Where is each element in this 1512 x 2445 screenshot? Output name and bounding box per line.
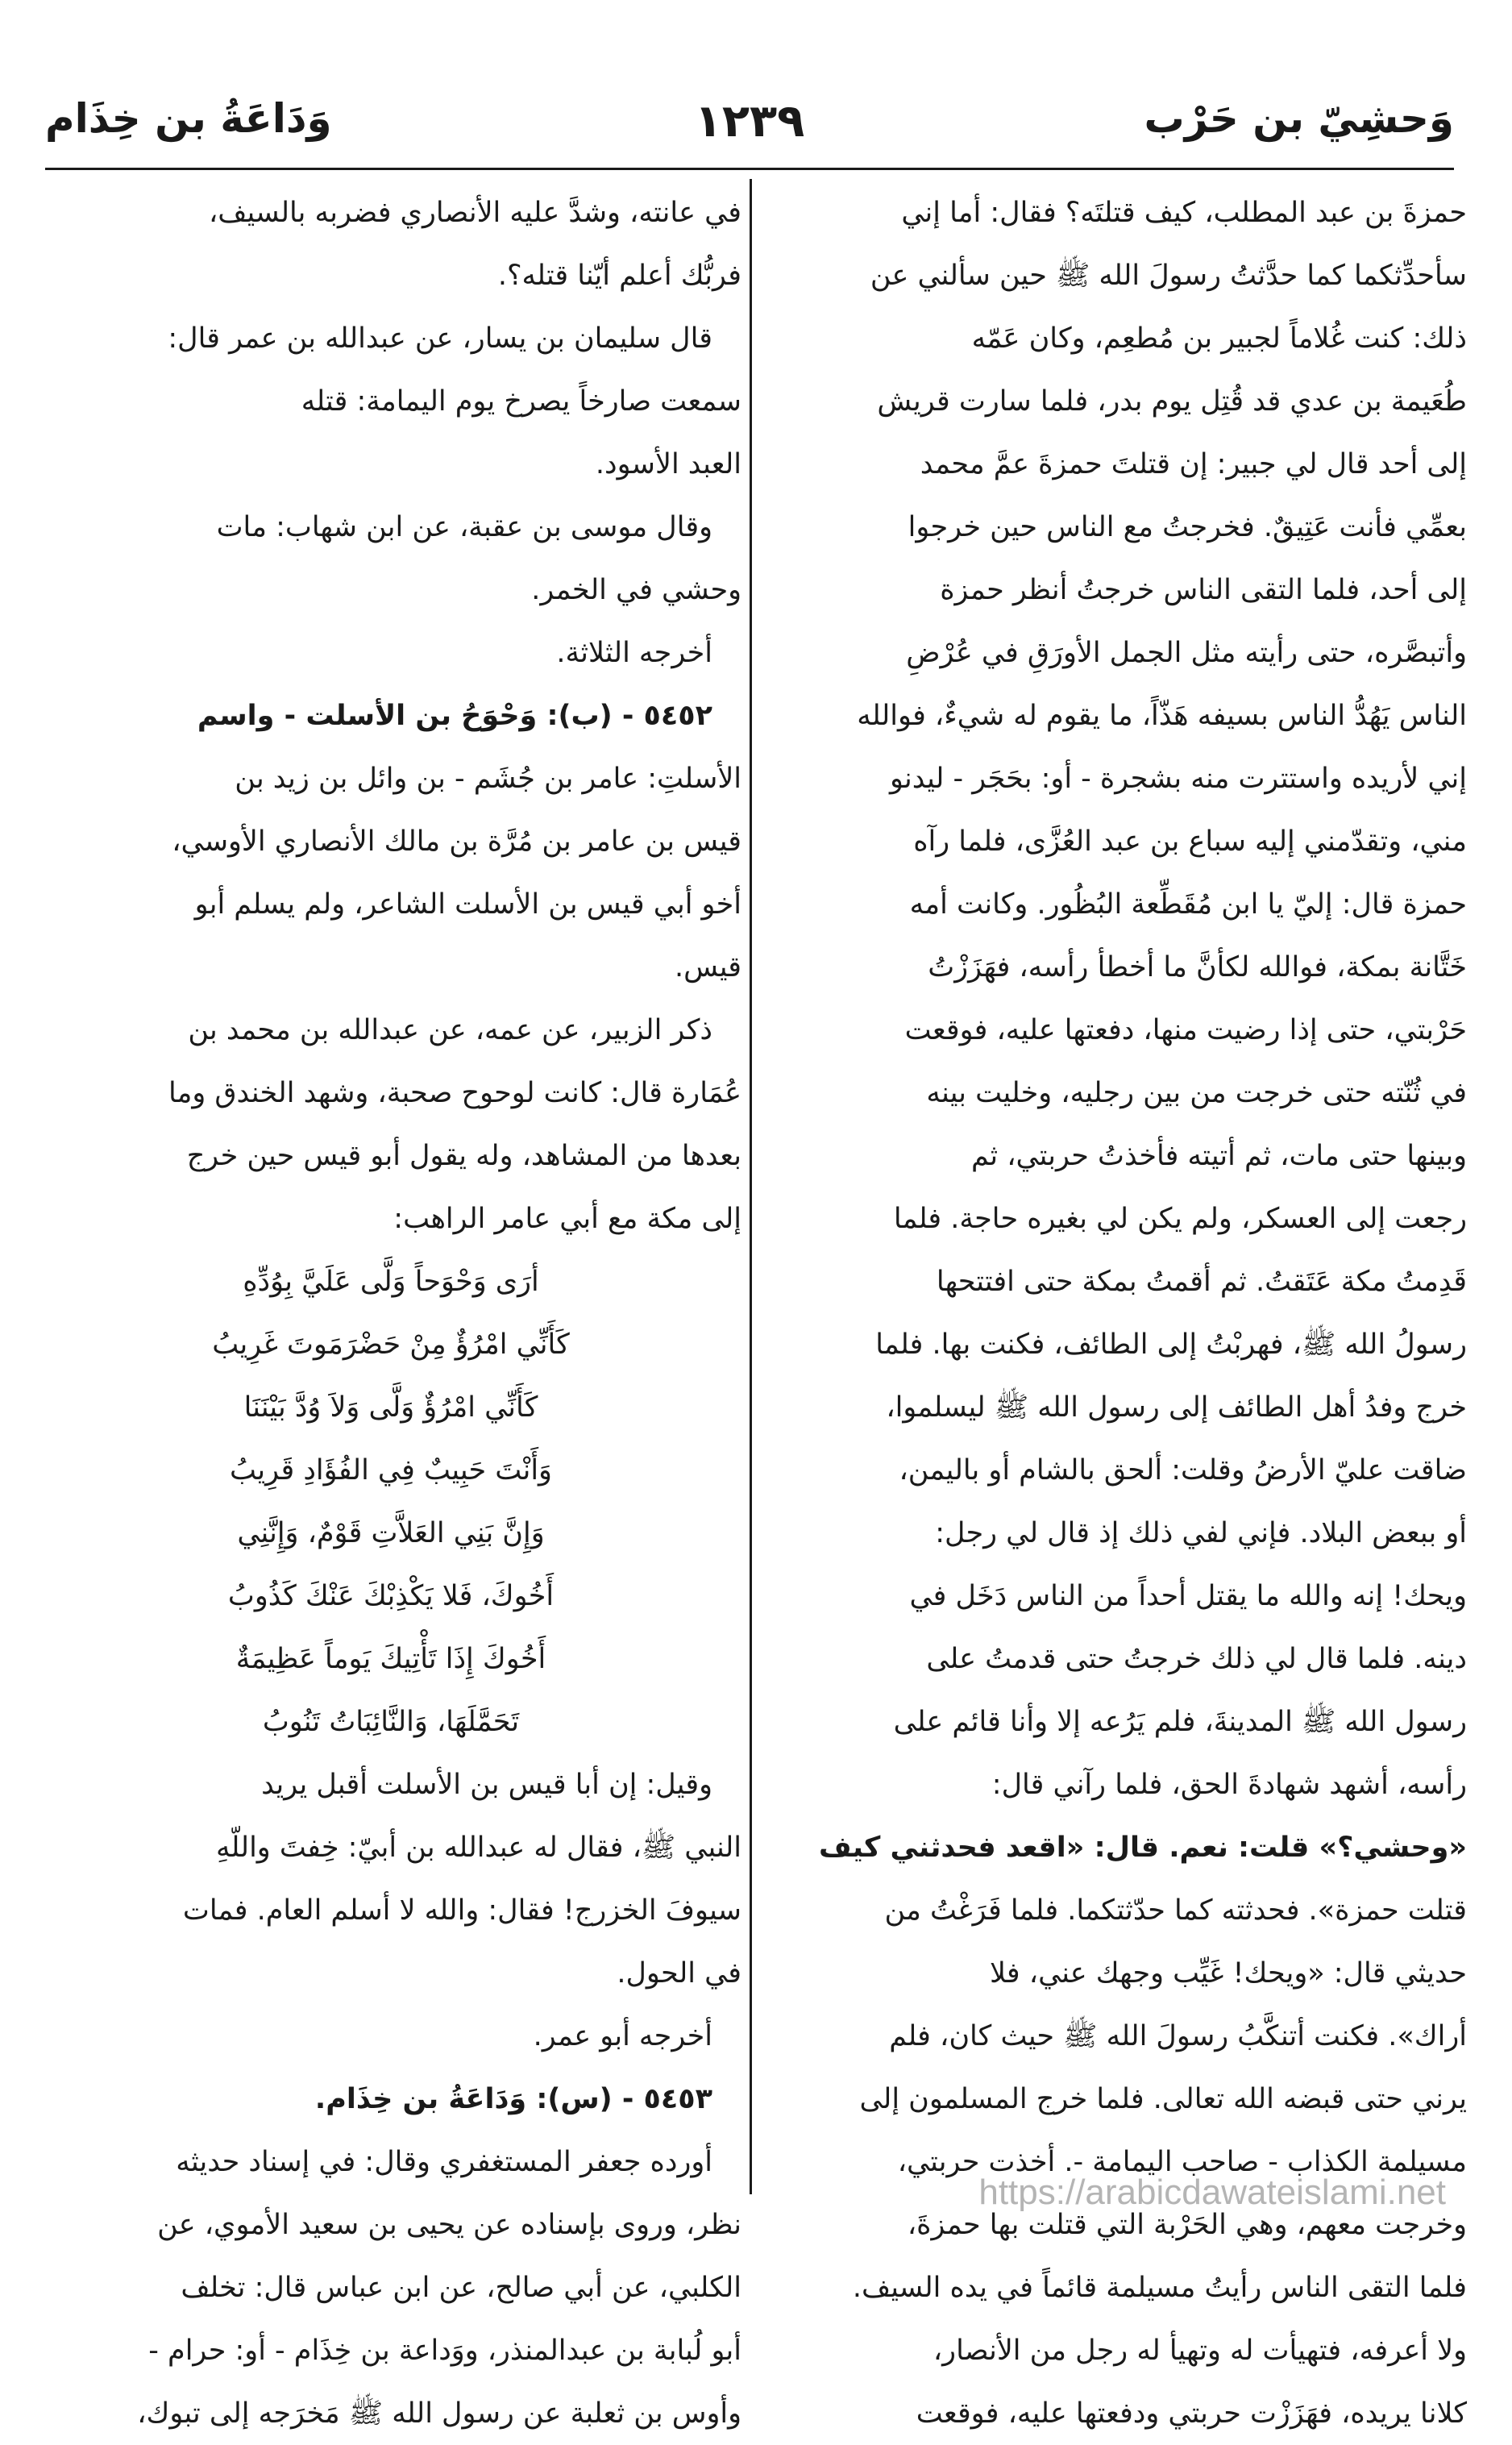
entry-heading: ٥٤٥٢ - (ب): وَحْوَحُ بن الأسلت - واسم [197,700,712,732]
text-line: إلى أحد قال لي جبير: إن قتلتَ حمزةَ عمَّ محمد [920,448,1467,480]
text-line: وأوس بن ثعلبة عن رسول الله ﷺ مَخرَجه إلى تبوك، [137,2397,741,2430]
poem-verse: وَأَنْتَ حَبِيبٌ فِي الفُؤَادِ قَرِيبُ [230,1454,552,1487]
header-rule [45,168,1454,170]
text-line: وحشي في الخمر. [531,574,741,606]
text-line: خرج وفدُ أهل الطائف إلى رسول الله ﷺ ليسلموا، [886,1391,1467,1424]
text-line: قيس. [674,951,741,983]
text-line: كلانا يريده، فهَزَزْت حربتي ودفعتها عليه، فوقعت [916,2397,1467,2430]
text-line: أو ببعض البلاد. فإني لفي ذلك إذ قال لي رجل: [935,1517,1467,1549]
text-line: وخرجت معهم، وهي الحَرْبة التي قتلت بها حمزةَ، [907,2209,1467,2241]
text-line: في عانته، وشدَّ عليه الأنصاري فضربه بالسيف، [209,197,741,229]
running-title-right: وَحشِيّ بن حَرْب [1144,95,1454,142]
text-line: فربُّك أعلم أيّنا قتله؟. [497,260,741,292]
poem-verse: كَأَنِّي امْرُؤٌ مِنْ حَضْرَمَوتَ غَرِيبُ [212,1329,570,1361]
text-line: حديثي قال: «ويحك! غَيِّب وجهك عني، فلا [990,1957,1467,1990]
right-column [766,181,1467,2430]
text-line: رأسه، أشهد شهادةَ الحق، فلما رآني قال: [991,1769,1467,1801]
text-line: قَدِمتُ مكة عَتَقتُ. ثم أقمتُ بمكة حتى افتتحها [936,1266,1467,1298]
text-line: سيوفَ الخزرج! فقال: والله لا أسلم العام. فمات [182,1894,741,1927]
text-line: الكلبي، عن أبي صالح، عن ابن عباس قال: تخلف [181,2272,741,2304]
text-line: سمعت صارخاً يصرخ يوم اليمامة: قتله [301,385,741,418]
watermark-url: https://arabicdawateislami.net [978,2173,1446,2212]
poem-verse: كَأَنِّي امْرُؤٌ وَلَّى وَلاَ وُدَّ بَيْنَنَا [243,1391,538,1424]
text-line: أخرجه أبو عمر. [533,2020,712,2052]
text-line: ويحك! إنه والله ما يقتل أحداً من الناس دَخَل في [909,1580,1467,1612]
poem-verse: أرَى وَحْوَحاً وَلَّى عَلَيَّ بِوُدِّهِ [243,1266,539,1298]
text-line: أخو أبي قيس بن الأسلت الشاعر، ولم يسلم أبو [194,888,741,921]
text-line: النبي ﷺ، فقال له عبدالله بن أبيّ: خِفتَ واللّهِ [216,1832,741,1864]
text-line: في الحول. [617,1957,741,1990]
poem-verse: أَخُوكَ إِذَا تَأْتِيكَ يَوماً عَظِيمَةٌ [235,1643,546,1675]
text-line: وأتبصَّره، حتى رأيته مثل الجمل الأورَقِ في عُرْضِ [906,637,1467,669]
text-line: رسولُ الله ﷺ، فهربْتُ إلى الطائف، فكنت بها. فلما [875,1329,1467,1361]
text-line: خَتَّانة بمكة، فوالله لكأنَّ ما أخطأ رأسه، فهَزَزْتُ [928,951,1467,983]
text-line: في ثُنّته حتى خرجت من بين رجليه، وخليت بينه [926,1077,1467,1109]
text-line: حَرْبتي، حتى إذا رضيت منها، دفعتها عليه، فوقعت [904,1014,1467,1046]
text-line: نظر، وروى بإسناده عن يحيى بن سعيد الأموي، عن [157,2209,741,2241]
text-line: إني لأريده واستترت منه بشجرة - أو: بحَجَر - ليدنو [889,763,1467,795]
text-line: «وحشي؟» قلت: نعم. قال: «اقعد فحدثني كيف [819,1832,1467,1864]
text-line: رسول الله ﷺ المدينةَ، فلم يَرُعه إلا وأنا قائم على [893,1706,1467,1738]
text-line: وقيل: إن أبا قيس بن الأسلت أقبل يريد [261,1769,712,1801]
text-line: وبينها حتى مات، ثم أتيته فأخذتُ حربتي، ثم [971,1140,1467,1172]
text-line: الناس يَهُدُّ الناس بسيفه هَذّاً، ما يقوم له شيءٌ، فوالله [857,700,1467,732]
text-line: قتلت حمزة». فحدثته كما حدّثتكما. فلما فَرَغْتُ من [884,1894,1467,1927]
text-line: إلى أحد، فلما التقى الناس خرجتُ أنظر حمزة [940,574,1467,606]
running-title-left: وَدَاعَةُ بن خِذَام [45,95,332,142]
text-line: بعمِّي فأنت عَتِيقٌ. فخرجتُ مع الناس حين خرجوا [908,511,1467,543]
text-line: ذلك: كنت غُلاماً لجبير بن مُطعِم، وكان عَمّه [971,322,1467,355]
poem-verse: أَخُوكَ، فَلا يَكْذِبْكَ عَنْكَ كَذُوبُ [227,1580,555,1612]
text-line: حمزةَ بن عبد المطلب، كيف قتلتَه؟ فقال: أما إني [901,197,1467,229]
text-line: فلما التقى الناس رأيتُ مسيلمة قائماً في يده السيف. [852,2272,1467,2304]
page-number: ١٢٣٩ [694,95,805,148]
text-line: رجعت إلى العسكر، ولم يكن لي بغيره حاجة. فلما [893,1203,1467,1235]
text-line: بعدها من المشاهد، وله يقول أبو قيس حين خرج [186,1140,741,1172]
text-line: العبد الأسود. [595,448,741,480]
text-line: مسيلمة الكذاب - صاحب اليمامة -. أخذت حربتي، [897,2146,1467,2178]
left-column [40,181,741,2430]
text-line: الأسلتِ: عامر بن جُشَم - بن وائل بن زيد بن [235,763,741,795]
poem-verse: تَحَمَّلَهَا، وَالنَّائِبَاتُ تَنُوبُ [262,1706,520,1738]
page-header [45,95,1454,168]
text-line: دينه. فلما قال لي ذلك خرجتُ حتى قدمتُ على [926,1643,1467,1675]
text-line: قيس بن عامر بن مُرَّة بن مالك الأنصاري الأوسي، [172,825,741,858]
text-line: أورده جعفر المستغفري وقال: في إسناد حديثه [176,2146,712,2178]
text-line: حمزة قال: إليّ يا ابن مُقَطِّعة البُظُور. وكانت أمه [909,888,1467,921]
text-line: طُعَيمة بن عدي قد قُتِل يوم بدر، فلما سارت قريش [877,385,1467,418]
text-line: سأحدِّثكما كما حدَّثتُ رسولَ الله ﷺ حين سألني عن [870,260,1467,292]
poem-verse: وَإِنَّ بَنِي العَلاَّتِ قَوْمٌ، وَإِنَّنِي [237,1517,545,1549]
text-line: عُمَارة قال: كانت لوحوح صحبة، وشهد الخندق وما [168,1077,741,1109]
text-line: ضاقت عليّ الأرضُ وقلت: ألحق بالشام أو باليمن، [899,1454,1467,1487]
text-line: يرني حتى قبضه الله تعالى. فلما خرج المسلمون إلى [859,2083,1467,2115]
text-line: ولا أعرفه، فتهيأت له وتهيأ له رجل من الأنصار، [933,2335,1467,2367]
text-line: ذكر الزبير، عن عمه، عن عبدالله بن محمد بن [188,1014,712,1046]
text-line: قال سليمان بن يسار، عن عبدالله بن عمر قال: [168,322,712,355]
column-divider [750,179,752,2194]
text-line: إلى مكة مع أبي عامر الراهب: [393,1203,741,1235]
text-line: وقال موسى بن عقبة، عن ابن شهاب: مات [216,511,712,543]
text-line: أبو لُبابة بن عبدالمنذر، ووَداعة بن خِذَام - أو: حرام - [148,2335,741,2367]
entry-heading: ٥٤٥٣ - (س): وَدَاعَةُ بن خِذَام. [314,2083,712,2115]
text-line: أخرجه الثلاثة. [556,637,712,669]
text-line: أراك». فكنت أتنكَّبُ رسولَ الله ﷺ حيث كان، فلم [889,2020,1467,2052]
text-line: مني، وتقدّمني إليه سباع بن عبد العُزَّى، فلما رآه [913,825,1467,858]
